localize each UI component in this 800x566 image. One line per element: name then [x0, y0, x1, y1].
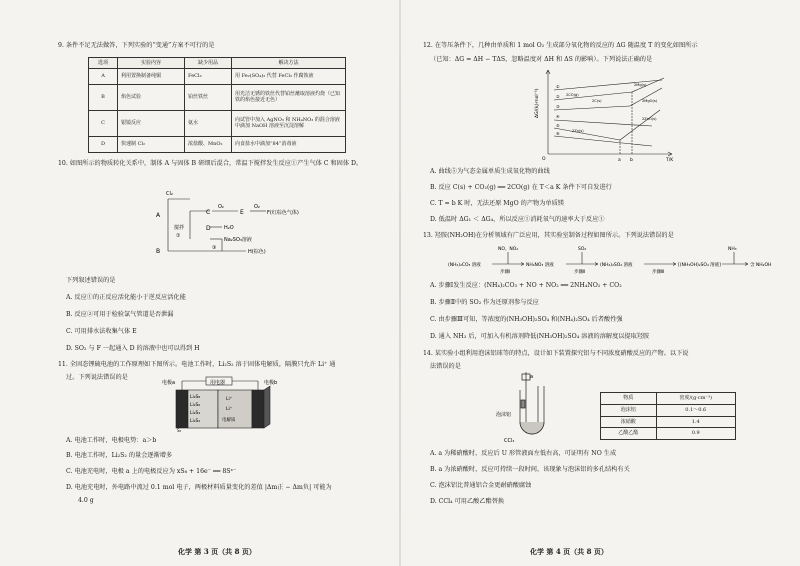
q12-curve-5: ⑤ — [556, 123, 560, 128]
q11-ion2: Li⁺ — [226, 407, 233, 412]
right-page — [400, 0, 800, 566]
q14-cell: 泡沫铝 — [601, 404, 657, 416]
q9-cell: 快速制 Cl₂ — [118, 136, 185, 152]
q9-cell: 焰色试验 — [118, 84, 185, 110]
q11-electrode-b: 电极b — [264, 380, 278, 386]
q11-option-d-cont: 4.0 g — [78, 497, 94, 504]
q10-f: F(红棕色气体) — [267, 210, 299, 216]
q12-origin: O — [542, 157, 546, 162]
q14-header-substance: 物质 — [601, 393, 657, 405]
q12-xb: b — [630, 158, 633, 162]
q12-option-b: B. 反应 C(s) + CO₂(g) ══ 2CO(g) 在 T＜a K 条件下可自发进行 — [430, 184, 612, 191]
q9-cell: C — [89, 110, 118, 136]
q12-stem-line2: （已知：ΔG = ΔH − TΔS，忽略温度对 ΔH 和 ΔS 的影响）。下列说法正确的是 — [430, 56, 653, 63]
q11-s8: S₈ — [177, 428, 182, 432]
q12-label-2co: 2CO(g) — [566, 93, 579, 97]
q9-cell: D — [89, 136, 118, 152]
q12-curve-2: ② — [556, 94, 560, 99]
q10-r3: ③ — [212, 245, 217, 251]
q9-cell: 氨水 — [185, 110, 232, 136]
q13-s5: 含 NH₂OH — [750, 263, 772, 268]
q10-a: A — [156, 212, 161, 219]
q12-label-2mgo: 2MgO(s) — [642, 99, 658, 103]
q9-header-option: 选项 — [89, 58, 118, 69]
q12-xlabel: T/K — [666, 158, 674, 162]
q11-load: 用电器 — [210, 380, 226, 386]
q13-s3: (NH₄)₂SO₄ 溶液 — [600, 263, 633, 268]
q13-g3: NH₃ — [728, 247, 737, 252]
q13-option-a: A. 步骤Ⅰ发生反应：(NH₄)₂CO₃ + NO + NO₂ ══ 2NH₄NO₂ + CO₂ — [430, 282, 622, 289]
q13-s2: NH₄NO₃ 溶液 — [526, 263, 554, 268]
q14-header-density: 密度/(g·cm⁻³) — [656, 393, 736, 405]
q9-cell: 浓盐酸、MnO₂ — [185, 136, 232, 152]
q13-s1: (NH₄)₂CO₃ 溶液 — [448, 263, 481, 268]
q11-option-a: A. 电池工作时，电极电势：a＞b — [66, 437, 157, 444]
q9-cell: 向食盐水中滴加“84”消毒液 — [232, 136, 346, 152]
q9-cell: FeCl₃ — [185, 68, 232, 84]
q13-option-d: D. 通入 NH₃ 后，可加入有机溶剂降低(NH₃OH)₂SO₄ 溶液的溶解度以提取羟胺 — [430, 333, 650, 340]
q12-label-2mg: 2Mg(s) — [634, 83, 647, 87]
q14-cell: 1.4 — [656, 416, 736, 428]
q14-cell: 0.9 — [656, 428, 736, 440]
q13-option-b: B. 步骤Ⅱ中的 SO₂ 作为还原剂参与反应 — [430, 299, 539, 306]
q14-stem-line2: 法错误的是 — [430, 363, 461, 370]
q9-cell: A — [89, 68, 118, 84]
q10-r1: ① — [176, 233, 181, 239]
q9-stem: 9. 条件不足无法做答，下列实验的“变通”方案不可行的是 — [58, 42, 215, 49]
q12-graph — [532, 66, 682, 162]
q10-option-a: A. 反应①的正反应活化能小于逆反应活化能 — [66, 294, 186, 301]
q14-cell: 浓硝酸 — [601, 416, 657, 428]
q14-label-a: a — [530, 374, 534, 380]
q9-cell: 银镜反应 — [118, 110, 185, 136]
page-footer-right: 化学 第 4 页（共 8 页） — [530, 546, 608, 556]
q12-stem-line1: 12. 在等压条件下，几种由单质和 1 mol O₂ 生成部分氧化物的反应的 ΔG 随温度 T 的变化如图所示 — [423, 42, 698, 49]
q14-option-d: D. CCl₄ 可用乙酸乙酯替换 — [430, 498, 505, 505]
q12-curve-4: ④ — [556, 114, 560, 119]
q10-lead: 下列叙述错误的是 — [66, 277, 116, 284]
q12-option-d: D. 低温时 ΔG₁ ＜ ΔG₄，所以反应①消耗氧气的速率大于反应① — [430, 216, 605, 223]
q10-b: B — [156, 248, 161, 255]
q14-stem-line1: 14. 某实验小组利用泡沫铝球等的特点，设计如下装置探究铝与不同浓度硝酸反应的产物。以下说 — [423, 350, 689, 357]
q12-curve-6: ⑥ — [556, 131, 560, 136]
q11-li4: Li₂S₄ — [190, 411, 201, 416]
q12-label-2zno: 2ZnO(s) — [642, 117, 657, 121]
q13-option-c: C. 由步骤Ⅲ可知，等浓度的(NH₃OH)₂SO₄ 和(NH₄)₂SO₄ 后者酸性强 — [430, 316, 623, 323]
q10-option-c: C. 可用排水法收集气体 E — [66, 328, 137, 335]
q10-cl2: Cl₂ — [166, 191, 173, 197]
q13-s4: [(NH₃OH)₂SO₄ 溶液] — [678, 263, 721, 268]
q10-h2o: H₂O — [224, 225, 234, 231]
q11-battery-diagram — [160, 374, 290, 432]
q10-o2: O₂ — [218, 204, 224, 210]
q10-na2so3: Na₂SO₃溶液 — [224, 237, 252, 243]
q10-stem: 10. 如图所示的物质转化关系中，制体 A 与固体 B 研细后混合，常温下搅拌发生反应①产生气体 C 和固体 D。 — [58, 160, 363, 167]
page-footer-left: 化学 第 3 页（共 8 页） — [178, 546, 256, 556]
q12-label-2c: 2C(s) — [592, 99, 602, 103]
q13-g1: NO、NO₂ — [498, 247, 519, 252]
q11-li6: Li₂S₆ — [190, 403, 201, 408]
q9-cell: 用 Fe₂(SO₄)₃ 代替 FeCl₃ 作腐蚀液 — [232, 68, 346, 84]
q11-option-d: D. 电池充电时，外电路中流过 0.1 mol 电子，两极材料质量变化的差值 |Δm正 − Δm负| 可能为 — [66, 484, 332, 491]
q14-cell: 0.1～0.6 — [656, 404, 736, 416]
q14-option-b: B. a 为浓硝酸时，反应可持续一段时间，该现象与泡沫铝的多孔结构有关 — [430, 466, 630, 473]
q11-li8: Li₂S₈ — [190, 395, 201, 400]
q9-header-content: 实验内容 — [118, 58, 185, 69]
q10-d: D — [206, 225, 211, 232]
q13-step3: 步骤Ⅲ — [652, 270, 665, 275]
q13-g2: SO₂ — [578, 247, 587, 252]
q11-ion: Li⁺ — [226, 397, 233, 402]
q12-ylabel: ΔG/(kJ·mol⁻¹) — [535, 88, 540, 118]
q11-li2: Li₂S₂ — [190, 419, 201, 424]
q12-option-a: A. 曲线⑤为气态金属单质生成氧化物的曲线 — [430, 168, 550, 175]
q11-electrolyte: 电解质 — [222, 418, 236, 423]
q11-option-b: B. 电池工作时，Li₂S₂ 的量会逐渐增多 — [66, 452, 173, 459]
q13-flowchart — [448, 244, 778, 278]
q9-cell: 铂丝铁丝 — [185, 84, 232, 110]
q9-header-solution: 解决方法 — [232, 58, 346, 69]
q9-cell: 用光洁无锈的铁丝代替铂丝蘸取溶液灼烧（已知铁的焰色接近无色） — [232, 84, 346, 110]
q13-step1: 步骤Ⅰ — [500, 270, 511, 275]
q14-option-a: A. a 为稀硝酸时，反应后 U 形管液面左低右高，可证明有 NO 生成 — [430, 450, 617, 457]
q12-curve-1: ① — [556, 84, 560, 89]
q10-option-d: D. SO₂ 与 F 一起通入 D 的溶液中也可以得到 H — [66, 345, 200, 352]
q11-stem-line1: 11. 全固态锂硫电池的工作原理如下图所示。电池工作时，Li₂S₂ 溶于固体电解质，隔膜只允许 Li⁺ 通 — [58, 361, 336, 368]
q14-density-table — [600, 392, 736, 440]
q10-o2b: O₂ — [254, 204, 260, 210]
q11-stem-line2: 过。下列说法错误的是 — [66, 374, 128, 381]
q11-electrode-a: 电极a — [162, 380, 176, 386]
q9-cell: B — [89, 84, 118, 110]
q11-option-c: C. 电池充电时，电极 a 上的电极反应为 xS₈ + 16e⁻ ══ 8Sˣ⁻ — [66, 468, 237, 475]
q9-cell: 向试管中加入 AgNO₃ 和 NH₄NO₃ 的混合溶液中滴加 NaOH 溶液至沉淀溶解 — [232, 110, 346, 136]
q14-option-c: C. 泡沫铝比普通铝合金更耐硝酸腐蚀 — [430, 482, 532, 489]
q10-stir: 搅拌 — [174, 225, 185, 231]
q10-e: E — [240, 209, 244, 216]
q12-option-c: C. T = b K 时，无法还原 MgO 的产物为单质镁 — [430, 200, 564, 207]
q13-step2: 步骤Ⅱ — [574, 270, 586, 275]
q14-cell: 乙酸乙酯 — [601, 428, 657, 440]
q14-label-ccl4: CCl₄ — [504, 438, 515, 444]
q14-label-foam: 泡沫铝 — [496, 412, 512, 418]
q9-cell: 利用置换制备纯铜 — [118, 68, 185, 84]
q10-diagram — [150, 187, 320, 267]
q10-h: H(棕色) — [248, 249, 266, 255]
q10-c: C — [206, 209, 211, 216]
q12-xa: a — [618, 158, 621, 162]
q13-stem: 13. 羟胺(NH₂OH)在分析领域有广泛应用，其实验室制备过程如图所示。下列说法错误的是 — [423, 232, 674, 239]
q9-header-missing: 缺少用品 — [185, 58, 232, 69]
q10-option-b: B. 反应②可用于检验氯气管道是否泄漏 — [66, 311, 174, 318]
q14-apparatus — [496, 370, 586, 446]
q9-table — [88, 57, 346, 153]
q12-curve-3: ③ — [556, 104, 560, 109]
q12-label-2zn: 2Zn(s) — [572, 129, 584, 133]
